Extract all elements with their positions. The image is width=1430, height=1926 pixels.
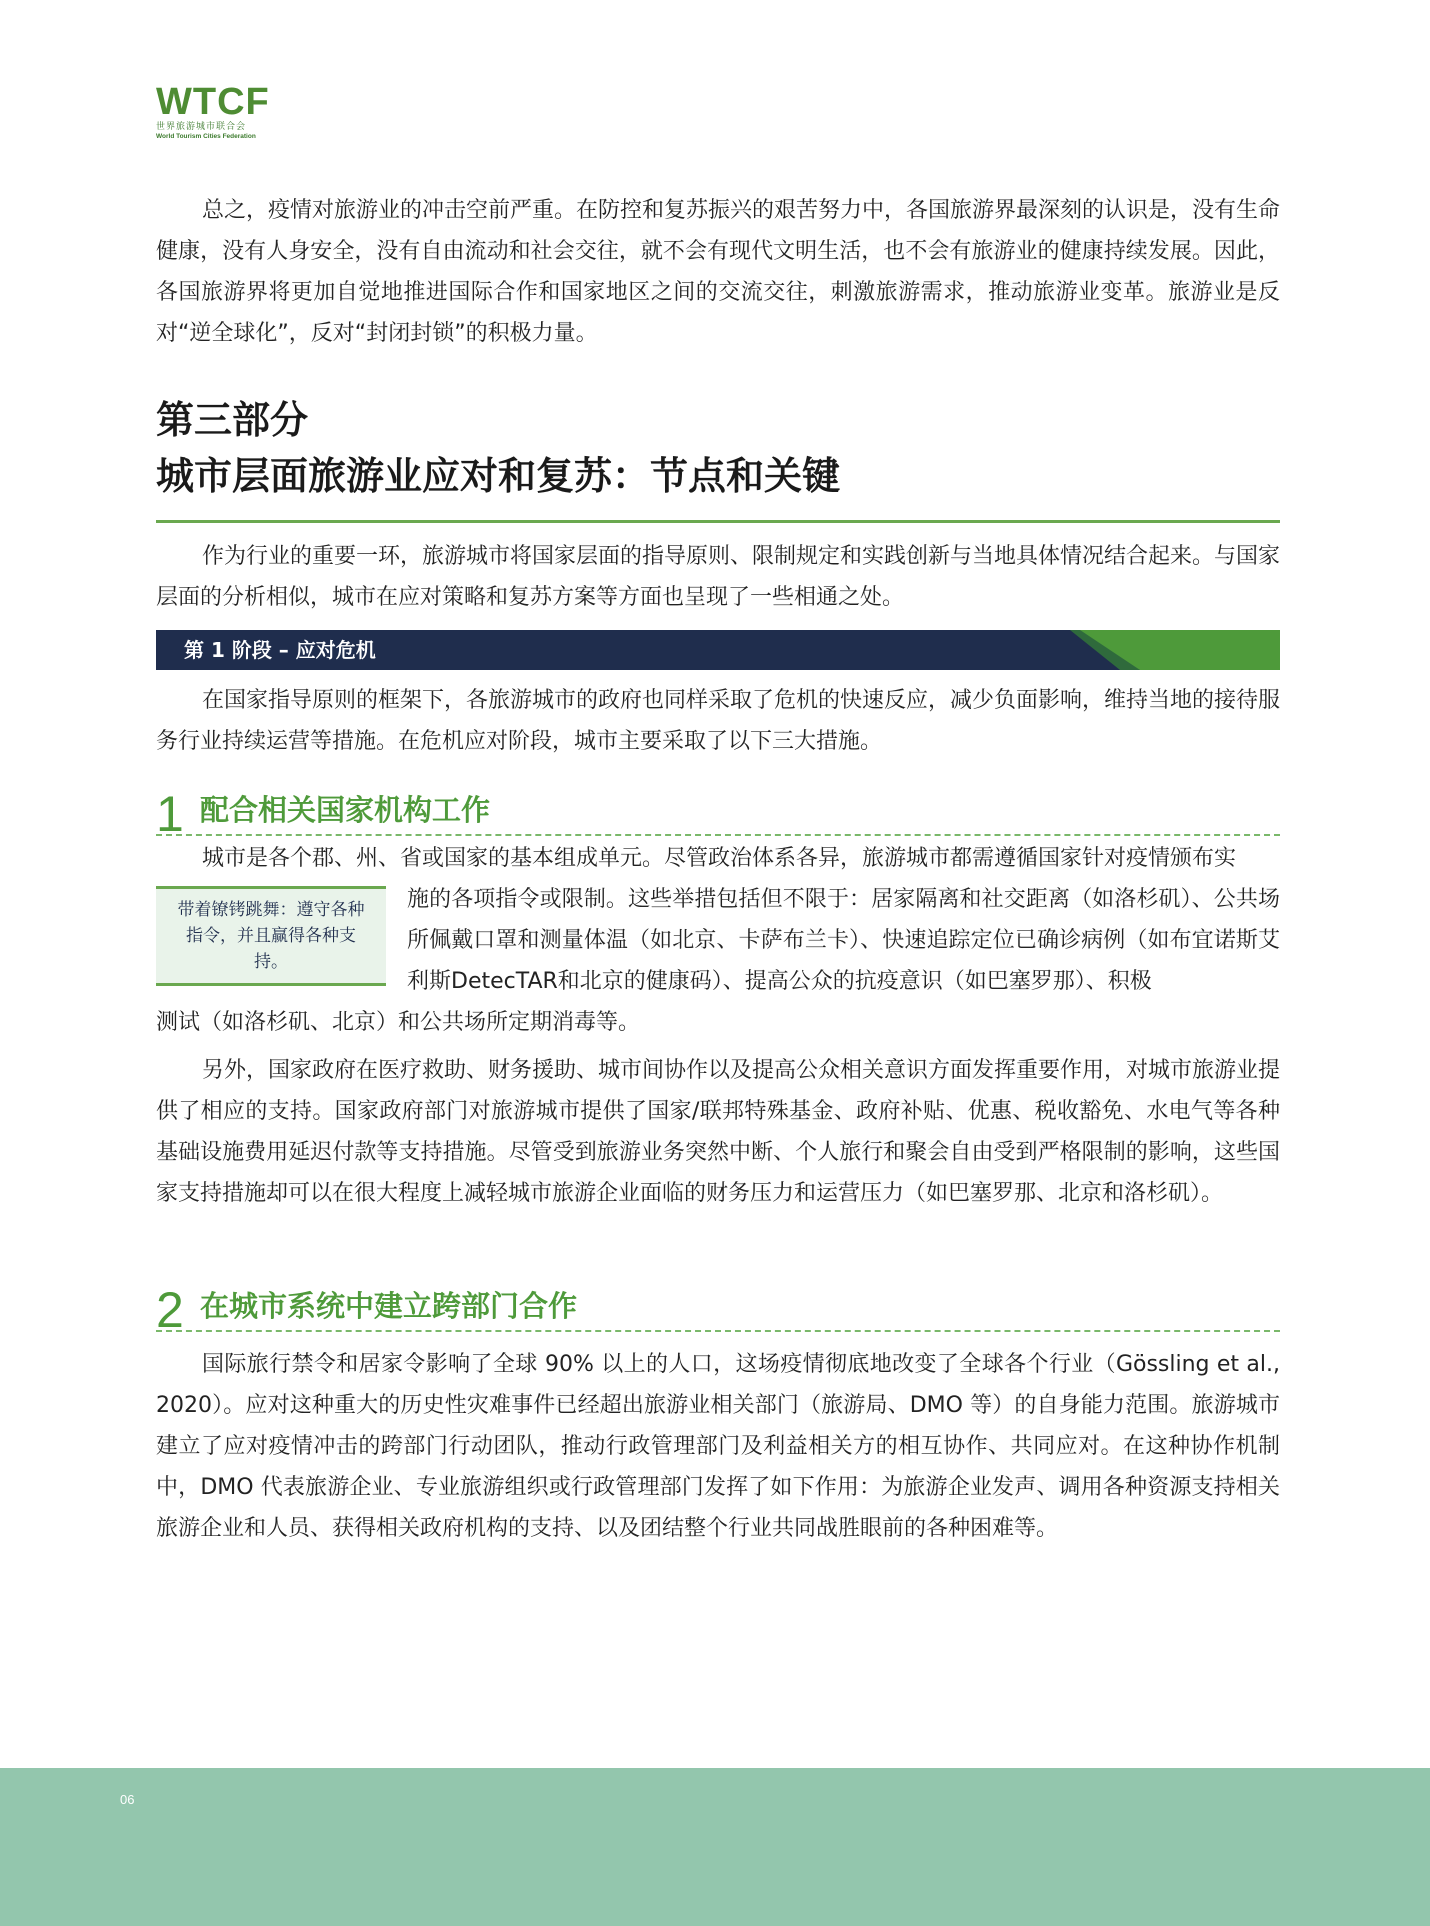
section-1-paragraph-2: 另外，国家政府在医疗救助、财务援助、城市间协作以及提高公众相关意识方面发挥重要作用，对城市旅游业提供了相应的支持。国家政府部门对旅游城市提供了国家/联邦特殊基金、政府补贴、优惠、税收豁免、水电气等各种基础设施费用延迟付款等支持措施。尽管受到旅游业务突然中断、个人旅行和聚会自由受到严格限制的影响，这些国家支持措施却可以在很大程度上减轻城市旅游企业面临的财务压力和运营压力（如巴塞罗那、北京和洛杉矶）。 [156, 1058, 1281, 1206]
logo-english-name: World Tourism Cities Federation [156, 133, 256, 140]
section-2-heading [156, 1280, 1280, 1338]
section-2-paragraph: 国际旅行禁令和居家令影响了全球 90% 以上的人口，这场疫情彻底地改变了全球各个行业（Gössling et al., 2020）。应对这种重大的历史性灾难事件已经超出旅游业相关部门（旅游局、DMO 等）的自身能力范围。旅游城市建立了应对疫情冲击的跨部门行动团队，推动行政管理部门及利益相关方的相互协作、共同应对。在这种协作机制中，DMO 代表旅游企业、专业旅游组织或行政管理部门发挥了如下作用：为旅游企业发声、调用各种资源支持相关旅游企业和人员、获得相关政府机构的支持、以及团结整个行业共同战胜眼前的各种困难等。 [156, 1352, 1280, 1541]
section-1-heading [156, 784, 1280, 842]
pull-quote-text: 带着镣铐跳舞：遵守各种指令，并且赢得各种支持。 [177, 900, 365, 972]
stage-banner-accent [1080, 630, 1280, 670]
logo-chinese-name: 世界旅游城市联合会 [156, 122, 247, 132]
page-number: 06 [120, 1792, 135, 1807]
section-1-paragraph-line1: 城市是各个郡、州、省或国家的基本组成单元。尽管政治体系各异，旅游城市都需遵循国家针对疫情颁布实 [202, 846, 1237, 871]
section-1-title: 配合相关国家机构工作 [200, 793, 491, 827]
stage-label: 第 1 阶段 – 应对危机 [184, 638, 376, 662]
intro-paragraph: 总之，疫情对旅游业的冲击空前严重。在防控和复苏振兴的艰苦努力中，各国旅游界最深刻的认识是，没有生命健康，没有人身安全，没有自由流动和社会交往，就不会有现代文明生活，也不会有旅游业的健康持续发展。因此，各国旅游界将更加自觉地推进国际合作和国家地区之间的交流交往，刺激旅游需求，推动旅游业变革。旅游业是反对“逆全球化”，反对“封闭封锁”的积极力量。 [156, 198, 1281, 346]
stage-paragraph: 在国家指导原则的框架下，各旅游城市的政府也同样采取了危机的快速反应，减少负面影响，维持当地的接待服务行业持续运营等措施。在危机应对阶段，城市主要采取了以下三大措施。 [156, 688, 1281, 754]
section-1-paragraph-tail: 测试（如洛杉矶、北京）和公共场所定期消毒等。 [156, 1010, 641, 1035]
page-footer [0, 1768, 1430, 1926]
part-divider [156, 520, 1280, 523]
section-2-number: 2 [156, 1282, 184, 1338]
pull-quote-callout [156, 886, 386, 986]
stage-banner [156, 630, 1280, 670]
part-intro-paragraph: 作为行业的重要一环，旅游城市将国家层面的指导原则、限制规定和实践创新与当地具体情况结合起来。与国家层面的分析相似，城市在应对策略和复苏方案等方面也呈现了一些相通之处。 [156, 544, 1281, 610]
part-label: 第三部分 [156, 398, 309, 442]
part-heading [156, 392, 840, 504]
part-title: 城市层面旅游业应对和复苏：节点和关键 [156, 454, 841, 498]
section-1-number: 1 [156, 786, 184, 842]
section-2-title: 在城市系统中建立跨部门合作 [200, 1289, 578, 1323]
section-1-paragraph-wrapped: 施的各项指令或限制。这些举措包括但不限于：居家隔离和社交距离（如洛杉矶）、公共场所佩戴口罩和测量体温（如北京、卡萨布兰卡）、快速追踪定位已确诊病例（如布宜诺斯艾利斯DetecTAR和北京的健康码）、提高公众的抗疫意识（如巴塞罗那）、积极 [407, 887, 1280, 994]
logo-mark: WTCF [156, 81, 270, 123]
wtcf-logo [156, 82, 286, 142]
